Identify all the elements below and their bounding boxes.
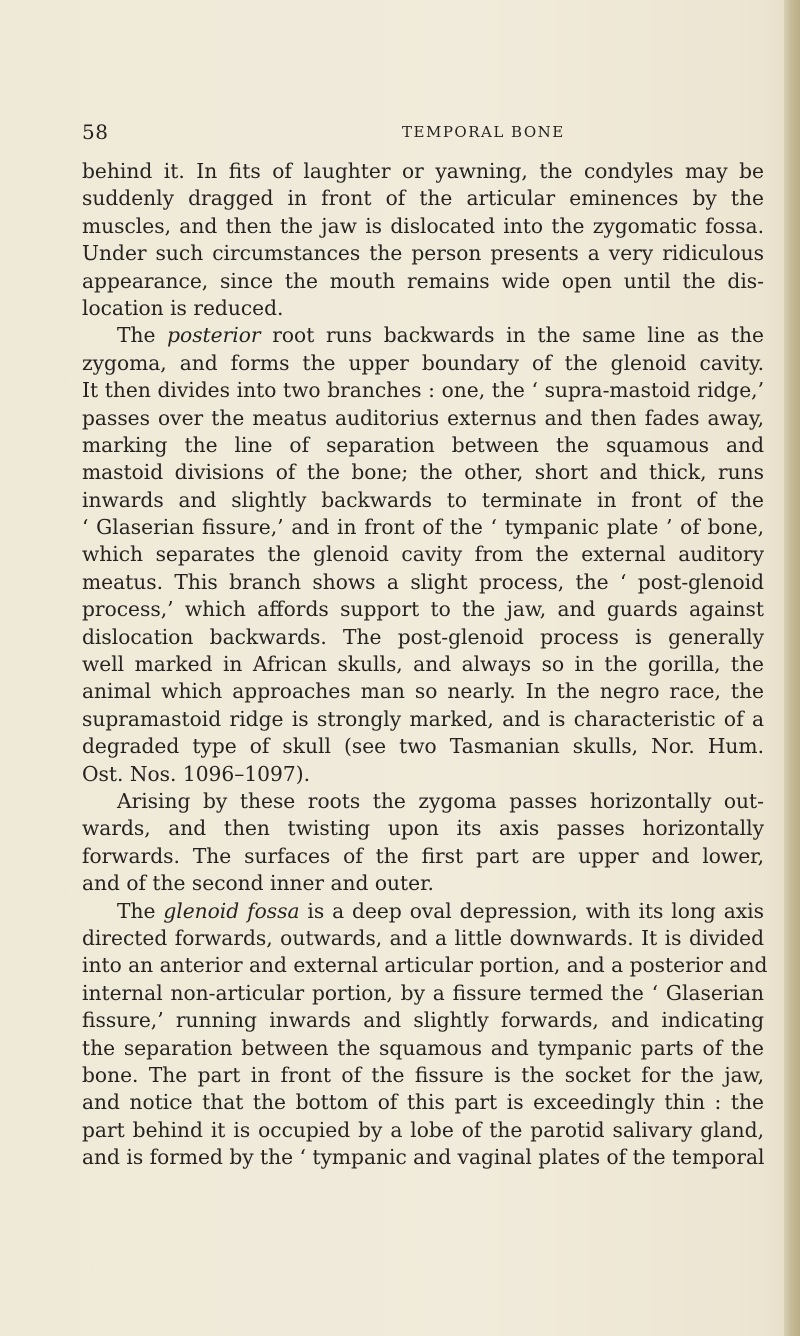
text-line <box>82 322 764 349</box>
text-line: into an anterior and external articular portion, and a posterior and <box>82 953 768 978</box>
text-line: Under such circumstances the person presents a very ridiculous <box>82 241 764 266</box>
text-line: inwards and slightly backwards to terminate in front of the <box>82 487 764 512</box>
text-line: muscles, and then the jaw is dislocated into the zygomatic fossa. <box>82 213 764 238</box>
text-line: mastoid divisions of the bone; the other, short and thick, runs <box>82 460 764 485</box>
text-line: Ost. Nos. 1096–1097). <box>82 761 311 786</box>
text-line: well marked in African skulls, and always so in the gorilla, the <box>82 652 764 677</box>
running-head: TEMPORAL BONE <box>402 123 565 141</box>
text-line: suddenly dragged in front of the articular eminences by the <box>82 186 764 211</box>
text-line: and is formed by the ‘ tympanic and vaginal plates of the temporal <box>82 1145 765 1170</box>
text-line: animal which approaches man so nearly. In the negro race, the <box>82 679 764 704</box>
text-line: process,’ which affords support to the jaw, and guards against <box>82 597 764 622</box>
text-line: meatus. This branch shows a slight process, the ‘ post-glenoid <box>82 569 764 594</box>
text-line: location is reduced. <box>82 295 284 320</box>
italic-term: glenoid fossa <box>163 898 300 923</box>
text-line: ‘ Glaserian fissure,’ and in front of the ‘ tympanic plate ’ of bone, <box>82 515 764 540</box>
text-line: Arising by these roots the zygoma passes horizontally out- <box>117 788 764 813</box>
body-text <box>82 158 768 1171</box>
text-line: marking the line of separation between the squamous and <box>82 432 764 457</box>
text-line: internal non-articular portion, by a fissure termed the ‘ Glaserian <box>82 980 764 1005</box>
text-line: zygoma, and forms the upper boundary of the glenoid cavity. <box>82 350 764 375</box>
page-header <box>82 120 754 148</box>
text-run: The <box>117 898 164 923</box>
page-edge <box>784 0 800 1336</box>
text-line: dislocation backwards. The post-glenoid process is generally <box>82 624 764 649</box>
text-run: root runs backwards in the same line as the <box>260 323 764 348</box>
text-line: the separation between the squamous and tympanic parts of the <box>82 1035 764 1060</box>
paragraph <box>82 322 764 788</box>
text-line: behind it. In fits of laughter or yawning, the condyles may be <box>82 159 764 183</box>
text-run: The <box>117 323 168 348</box>
text-line <box>82 898 764 925</box>
text-line: directed forwards, outwards, and a little downwards. It is divided <box>82 925 764 950</box>
paragraph <box>82 898 768 1172</box>
text-line: It then divides into two branches : one, the ‘ supra-mastoid ridge,’ <box>82 378 764 403</box>
text-run: is a deep oval depression, with its long axis <box>299 898 764 923</box>
text-line: degraded type of skull (see two Tasmanian skulls, Nor. Hum. <box>82 734 764 759</box>
text-line: supramastoid ridge is strongly marked, and is characteristic of a <box>82 706 764 731</box>
text-line: forwards. The surfaces of the first part are upper and lower, <box>82 843 764 868</box>
page-number: 58 <box>82 120 109 144</box>
text-line: fissure,’ running inwards and slightly forwards, and indicating <box>82 1008 764 1033</box>
text-line: appearance, since the mouth remains wide open until the dis- <box>82 268 764 293</box>
text-line: which separates the glenoid cavity from the external auditory <box>82 542 764 567</box>
text-line: part behind it is occupied by a lobe of the parotid salivary gland, <box>82 1117 764 1142</box>
italic-term: posterior <box>167 323 261 348</box>
paragraph <box>82 788 764 898</box>
text-line: passes over the meatus auditorius externus and then fades away, <box>82 405 764 430</box>
text-line: wards, and then twisting upon its axis passes horizontally <box>82 816 764 841</box>
paragraph <box>82 158 764 322</box>
text-line: and of the second inner and outer. <box>82 871 434 896</box>
text-line: and notice that the bottom of this part is exceedingly thin : the <box>82 1090 764 1115</box>
text-line: bone. The part in front of the fissure is the socket for the jaw, <box>82 1062 764 1087</box>
